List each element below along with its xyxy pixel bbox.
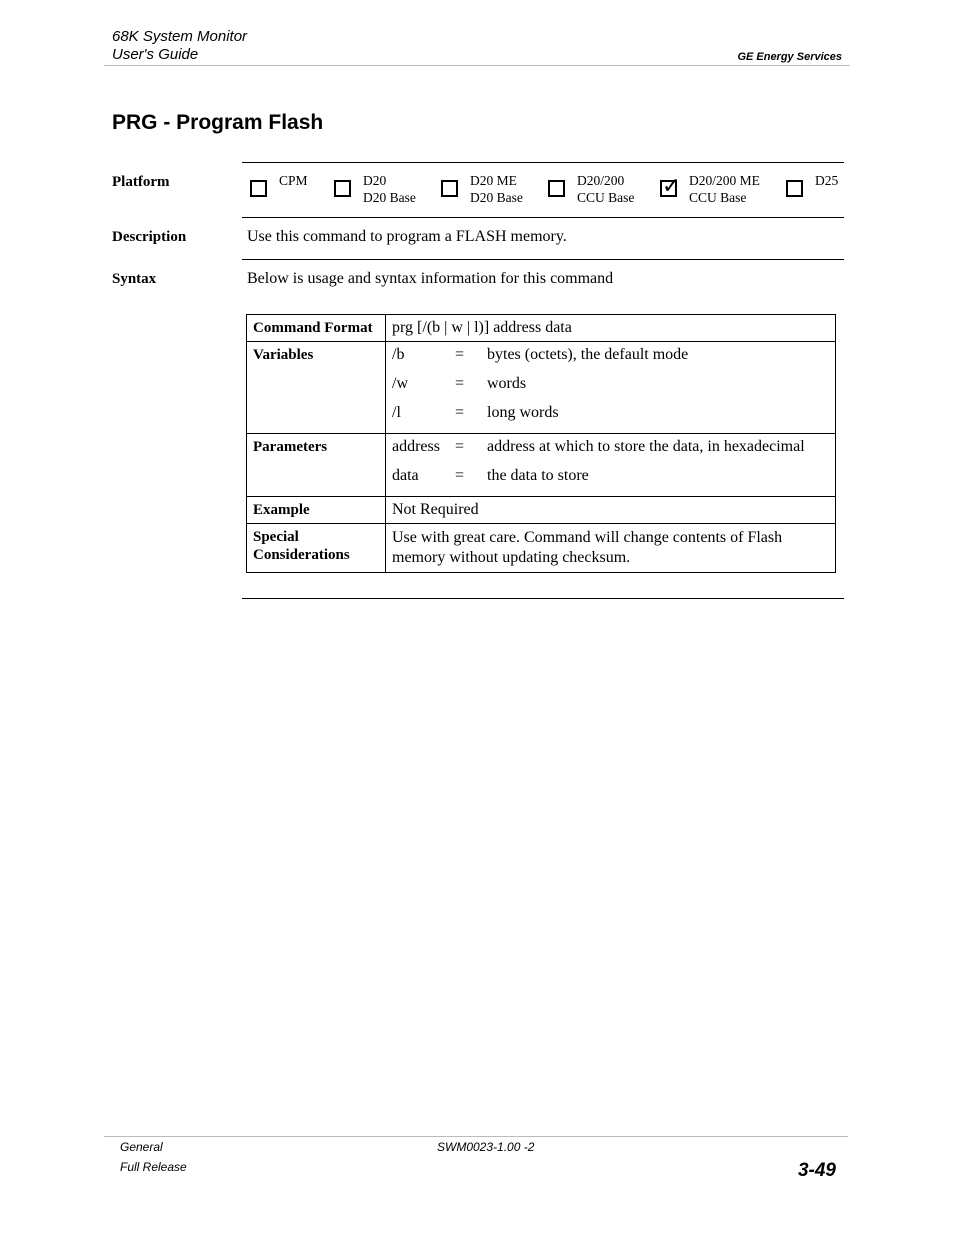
variable-row	[392, 346, 829, 375]
variable-equals: =	[455, 404, 465, 421]
checkbox-d20-me[interactable]	[441, 180, 458, 197]
example-label: Example	[247, 497, 386, 524]
syntax-label: Syntax	[112, 271, 157, 287]
command-format-label: Command Format	[247, 315, 386, 342]
section-bottom-rule	[242, 598, 844, 599]
example-row	[247, 497, 836, 524]
parameter-row	[392, 438, 829, 467]
platform-option-label: CPM	[279, 173, 308, 188]
description-top-rule	[242, 217, 844, 218]
footer-doc-id: SWM0023-1.00 -2	[437, 1140, 535, 1154]
platform-option-d20-me	[441, 172, 523, 206]
footer-section: General	[120, 1140, 163, 1154]
variables-label: Variables	[247, 342, 386, 434]
syntax-top-rule	[242, 259, 844, 260]
platform-label: Platform	[112, 174, 170, 190]
variable-key: /l	[392, 404, 401, 421]
command-format-row	[247, 315, 836, 342]
document-title	[112, 28, 247, 64]
special-considerations-label	[247, 524, 386, 573]
variables-row	[247, 342, 836, 434]
parameter-row	[392, 467, 829, 496]
platform-option-sublabel: CCU Base	[689, 190, 747, 205]
platform-option-label: D20 ME	[470, 173, 517, 188]
special-label-line1: Special	[253, 529, 299, 545]
checkbox-d20-200-me[interactable]	[660, 174, 681, 199]
platform-option-label: D20	[363, 173, 387, 188]
checkmark-icon: ✓	[662, 174, 681, 199]
platform-option-d20	[334, 172, 416, 206]
platform-option-cpm	[250, 172, 308, 197]
parameter-key: address	[392, 438, 440, 455]
footer-divider	[104, 1136, 848, 1137]
parameter-equals: =	[455, 467, 465, 484]
command-table	[246, 314, 836, 573]
variable-equals: =	[455, 375, 465, 392]
document-title-line1: 68K System Monitor	[112, 28, 248, 45]
checkbox-d20-200[interactable]	[548, 180, 565, 197]
platform-option-d20-200-me	[660, 172, 760, 206]
parameter-desc: address at which to store the data, in hexadecimal	[487, 438, 805, 455]
description-text: Use this command to program a FLASH memory.	[247, 228, 567, 245]
footer-release: Full Release	[120, 1160, 187, 1174]
checkbox-cpm[interactable]	[250, 180, 267, 197]
document-title-line2: User's Guide	[112, 46, 199, 63]
variable-desc: bytes (octets), the default mode	[487, 346, 689, 363]
special-considerations-row	[247, 524, 836, 573]
page-number: 3-49	[797, 1160, 836, 1181]
special-considerations-value: Use with great care. Command will change contents of Flash memory without updating checksum.	[386, 524, 836, 573]
platform-option-sublabel: D20 Base	[363, 190, 416, 205]
platform-option-label: D25	[815, 173, 839, 188]
parameter-equals: =	[455, 438, 465, 455]
platform-option-sublabel: CCU Base	[577, 190, 635, 205]
command-format-value: prg [/(b | w | l)] address data	[386, 315, 836, 342]
header-divider	[104, 65, 850, 66]
variable-row	[392, 404, 829, 433]
description-label: Description	[112, 229, 187, 245]
checkbox-d20[interactable]	[334, 180, 351, 197]
platform-option-label: D20/200	[577, 173, 625, 188]
variable-key: /b	[392, 346, 405, 363]
platform-option-d20-200	[548, 172, 634, 206]
page-title: PRG - Program Flash	[112, 111, 324, 134]
variable-desc: long words	[487, 404, 559, 421]
parameter-desc: the data to store	[487, 467, 589, 484]
company-name: GE Energy Services	[737, 51, 842, 63]
variable-equals: =	[455, 346, 465, 363]
platform-top-rule	[242, 162, 844, 163]
checkbox-d25[interactable]	[786, 180, 803, 197]
parameters-row	[247, 434, 836, 497]
special-label-line2: Considerations	[253, 547, 350, 563]
variable-key: /w	[392, 375, 408, 392]
syntax-text: Below is usage and syntax information for this command	[247, 270, 614, 287]
example-value: Not Required	[386, 497, 836, 524]
variable-desc: words	[487, 375, 527, 392]
parameter-key: data	[392, 467, 419, 484]
parameters-label: Parameters	[247, 434, 386, 497]
platform-option-d25	[786, 172, 838, 197]
platform-option-sublabel: D20 Base	[470, 190, 523, 205]
variable-row	[392, 375, 829, 404]
platform-option-label: D20/200 ME	[689, 173, 760, 188]
